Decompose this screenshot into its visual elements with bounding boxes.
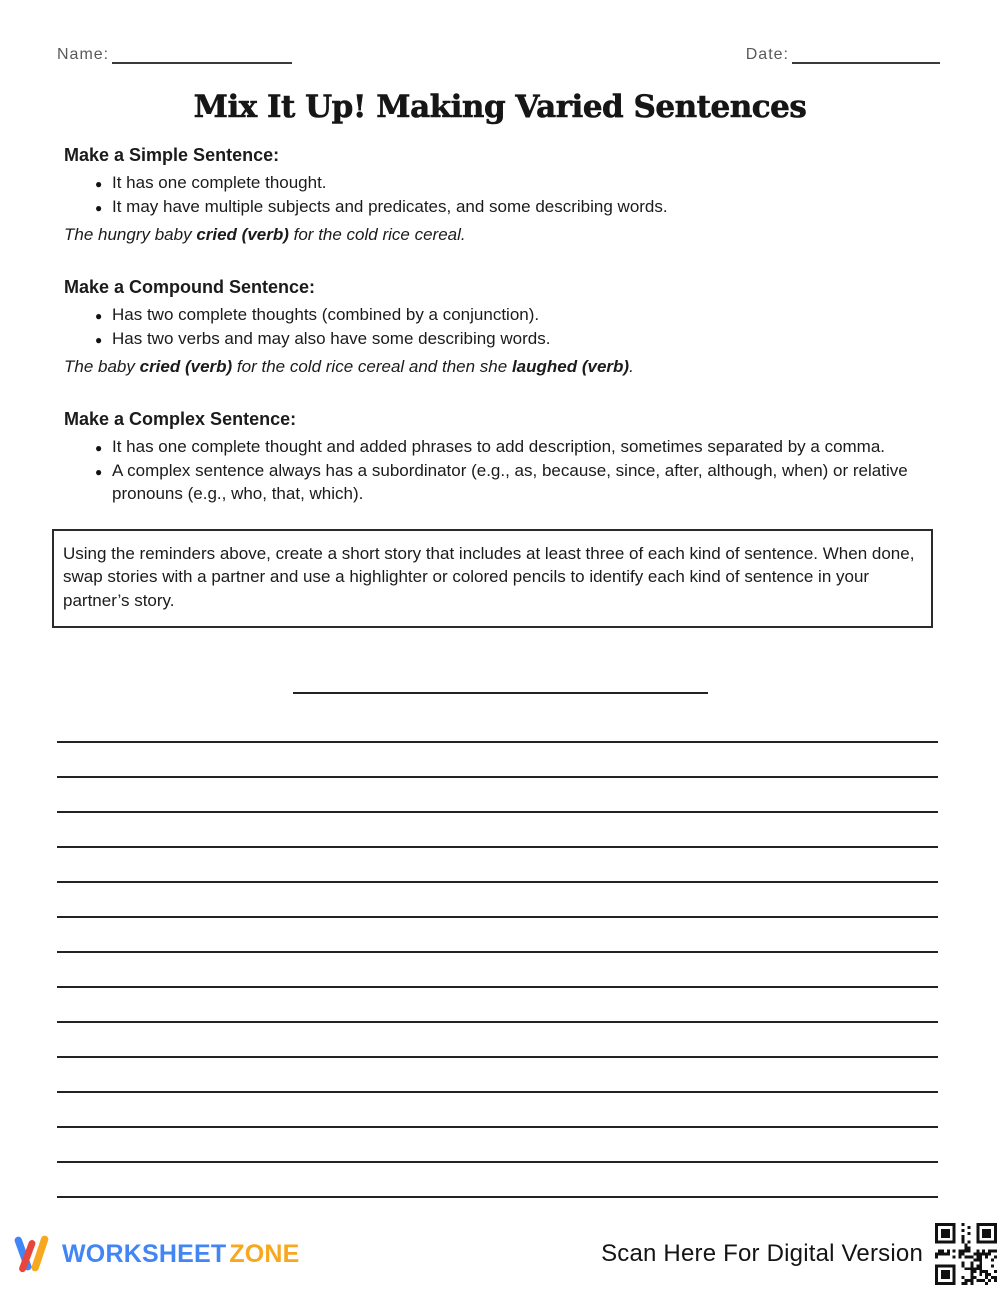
writing-line (57, 1091, 938, 1093)
writing-line (57, 811, 938, 813)
example-sentence: The baby cried (verb) for the cold rice cereal and then she laughed (verb). (64, 357, 634, 376)
section-simple-sentence (64, 144, 942, 247)
example-sentence: The hungry baby cried (verb) for the cold rice cereal. (64, 225, 466, 244)
date-blank-line (792, 46, 940, 64)
writing-line (57, 986, 938, 988)
worksheetzone-w-icon (8, 1234, 56, 1274)
writing-line (57, 1126, 938, 1128)
date-label: Date: (745, 46, 789, 63)
assignment-instruction-box: Using the reminders above, create a short story that includes at least three of each kind of sentence. When done, swap stories with a partner and use a highlighter or colored pencils to identify each kind of sentence in your partner’s story. (52, 529, 933, 629)
scan-here-text: Scan Here For Digital Version (601, 1240, 923, 1267)
bullet-item: ● Has two verbs and may also have some describing words. (95, 327, 942, 351)
instruction-sections (0, 144, 1000, 506)
bullet-list (64, 435, 942, 506)
bullet-item: ● It has one complete thought. (95, 171, 942, 195)
section-compound-sentence (64, 276, 942, 379)
section-heading: Make a Simple Sentence: (64, 145, 280, 165)
brand-word-zone: ZONE (229, 1239, 300, 1268)
bullet-item: ● It may have multiple subjects and predicates, and some describing words. (95, 195, 942, 219)
writing-line (57, 951, 938, 953)
bullet-list (64, 303, 942, 350)
writing-line (57, 776, 938, 778)
writing-line (57, 1161, 938, 1163)
name-field (57, 46, 292, 64)
page-header (0, 0, 1000, 64)
page-title: Mix It Up! Making Varied Sentences (193, 89, 807, 125)
writing-line (57, 916, 938, 918)
writing-line (57, 1196, 938, 1198)
name-label: Name: (57, 46, 110, 63)
bullet-list (64, 171, 942, 218)
bullet-item: ● Has two complete thoughts (combined by a conjunction). (95, 303, 942, 327)
worksheetzone-logo (8, 1234, 300, 1274)
story-title-blank-line (293, 692, 708, 694)
name-blank-line (112, 46, 292, 64)
bullet-item: ● It has one complete thought and added phrases to add description, sometimes separated by a comma. (95, 435, 942, 459)
writing-line (57, 1056, 938, 1058)
bullet-item: ● A complex sentence always has a subordinator (e.g., as, because, since, after, although, when) or relative pronouns (e.g., who, that, which). (95, 459, 942, 506)
date-field (746, 46, 940, 64)
writing-lines-area (57, 741, 938, 1198)
writing-line (57, 846, 938, 848)
brand-word-worksheet: WORKSHEET (62, 1239, 227, 1268)
writing-line (57, 881, 938, 883)
section-heading: Make a Compound Sentence: (64, 277, 316, 297)
section-heading: Make a Complex Sentence: (64, 409, 297, 429)
page-footer (0, 1222, 1000, 1286)
writing-line (57, 741, 938, 743)
qr-code-icon (935, 1223, 997, 1285)
brand-name (62, 1240, 300, 1269)
writing-line (57, 1021, 938, 1023)
scan-group (601, 1223, 997, 1285)
section-complex-sentence (64, 408, 942, 506)
